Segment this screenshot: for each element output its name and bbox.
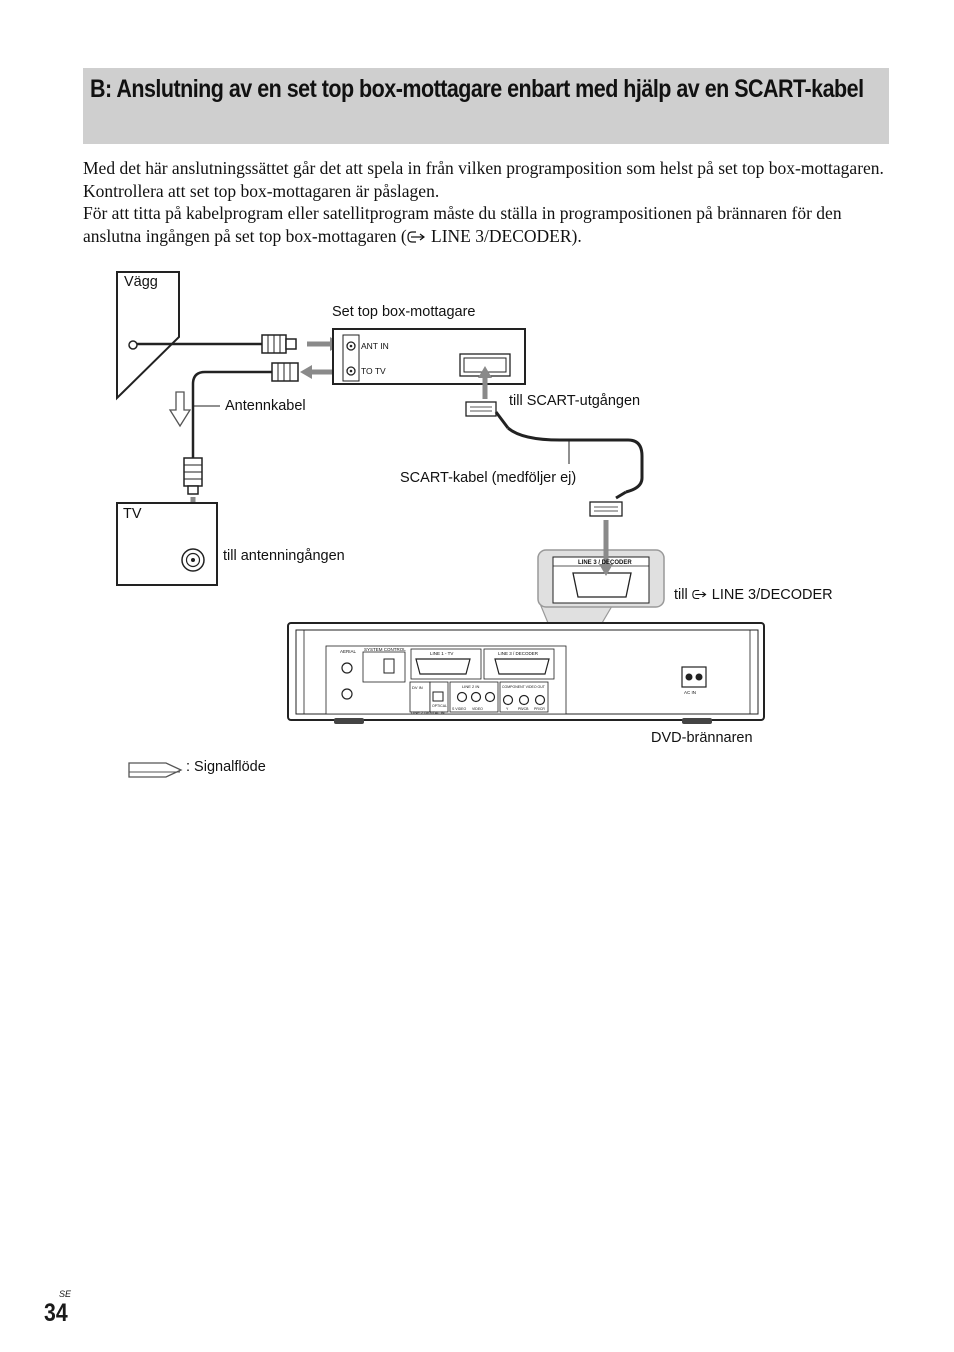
page-language: SE: [59, 1289, 72, 1299]
intro-paragraph-1: Med det här anslutningssättet går det att spela in från vilken programposition som helst på set top box-mottagaren. Kontrollera att set top box-mottagaren är påslagen.: [83, 158, 884, 201]
panel-digital-in-label: LINE 2 DIGITAL IN: [411, 710, 445, 715]
panel-component-label: COMPONENT VIDEO OUT: [502, 685, 545, 689]
signal-arrow-stb-to-cable: [300, 365, 332, 379]
panel-y-label: Y: [506, 707, 509, 711]
panel-s-video-label: S VIDEO: [452, 707, 467, 711]
signal-flow-label: : Signalflöde: [186, 759, 266, 775]
section-heading: B: Anslutning av en set top box-mottagare enbart med hjälp av en SCART-kabel: [90, 75, 864, 103]
antenna-cable-label: Antennkabel: [225, 398, 306, 414]
panel-optical-label: OPTICAL: [432, 704, 447, 708]
stb-title-label: Set top box-mottagare: [332, 304, 476, 320]
stb-to-tv-label: TO TV: [361, 366, 386, 376]
tv-label: TV: [123, 506, 142, 522]
zoom-line3-label: LINE 3 / DECODER: [578, 560, 632, 566]
line3-decoder-label: till LINE 3/DECODER: [674, 587, 833, 603]
dvd-recorder-label: DVD-brännaren: [651, 730, 753, 746]
panel-aerial-label: AERIAL: [340, 649, 357, 654]
panel-line2-label: LINE 2 IN: [462, 684, 480, 689]
panel-pr-label: PR/CR: [534, 707, 545, 711]
signal-arrow-outline: [170, 392, 190, 426]
wall-panel: [117, 272, 179, 398]
antenna-cable-plug-bottom: [184, 458, 202, 494]
signal-flow-legend-arrow: [129, 763, 181, 777]
scart-input-icon: [692, 589, 708, 600]
page-number: 34: [44, 1299, 68, 1327]
scart-output-label: till SCART-utgången: [509, 393, 641, 409]
wall-cable-plug: [262, 335, 296, 353]
antenna-cable: [193, 372, 272, 458]
scart-cable: [466, 402, 642, 516]
panel-video-label: VIDEO: [472, 707, 483, 711]
panel-dv-in-label: DV IN: [412, 685, 423, 690]
panel-ac-in-label: AC IN: [684, 690, 697, 695]
panel-system-control-label: SYSTEM CONTROL: [364, 647, 406, 652]
panel-line1-label: LINE 1 - TV: [430, 651, 454, 656]
stb-ant-in-label: ANT IN: [361, 341, 389, 351]
intro-paragraph-2: För att titta på kabelprogram eller satellitprogram måste du ställa in programpositionen på brännaren för den anslutna ingången på set top box-mottagaren ( LINE 3/DECODER).: [83, 203, 842, 246]
antenna-input-label: till antenningången: [223, 548, 345, 564]
panel-line3-label: LINE 3 / DECODER: [498, 651, 539, 656]
panel-pb-label: PB/CB: [518, 707, 529, 711]
wall-label: Vägg: [124, 274, 158, 290]
antenna-cable-plug-top: [272, 363, 298, 381]
scart-cable-label: SCART-kabel (medföljer ej): [400, 470, 577, 486]
